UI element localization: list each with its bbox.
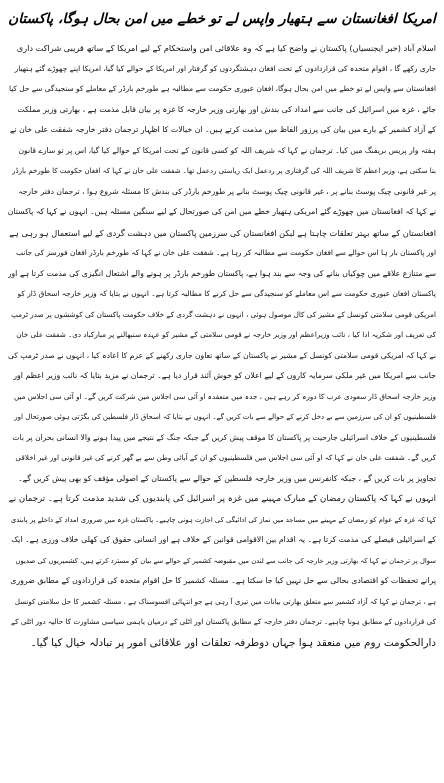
article-line: پر غیر قانونی چیک پوسٹ بنانے پر ، غیر قانونی چیک پوسٹ بنانے پر طورخم بارڈر کی بندش کا مسئلہ شروع ہوا ، ترجمان دفتر خارجہ xyxy=(18,186,436,196)
article-line: کریں گے۔ شفقت علی خان نے کہا کہ او آئی سی اجلاس میں فلسطینیوں کو ان کے آبائی وطن سے بے گھر کرنے کی غیر قانونی اور غیر اخلاقی xyxy=(15,453,436,462)
article-line: اسلام آباد (خبر ایجنسیاں) پاکستان نے واضح کیا ہے کہ وہ علاقائی امن واستحکام کے لیے امریکا کے ساتھ قریبی شراکت داری xyxy=(16,43,436,53)
article-line: پرانے تحفظات کو اقتصادی بحالی سے حل نہیں کیا جا سکتا ہے۔ مسئلہ کشمیر کا حل اقوام متحدہ کی قراردادوں کے مطابق ضروری xyxy=(10,576,436,585)
article-line: سے متنازع علاقے میں چوکیاں بنانے کی وجہ سے بند ہوا ہے، پاکستان طورخم بارڈر پر ہونے والے اشتعال انگیزی کی مذمت کرتا ہے اور xyxy=(8,268,436,278)
article-line: نے کہا کہ امریکی قومی سلامتی کونسل کے مشیر نے پاکستان کے ساتھ تعاون جاری رکھنے کے عزم کا اعادہ کیا ، انہوں نے صدر ٹرمپ کی xyxy=(8,350,436,360)
article-line: انہوں نے کہا کہ پاکستان رمضان کے مبارک مہینے میں غزہ پر اسرائیل کی پابندیوں کی شدید مذمت کرتا ہے۔ ترجمان نے xyxy=(8,494,436,504)
article-line: جاری رکھے گا ، اقوام متحدہ کی قراردادوں کے تحت افغان دہشتگردوں کو گرفتار اور امریکا کے حوالے کیا گیا، امریکا اپنے چھوڑے گئے ہتھیار xyxy=(14,63,436,73)
article-line: کی تعریف اور شکریہ ادا کیا ، نائب وزیراعظم اور وزیر خارجہ نے قومی سلامتی کے مشیر کو عہدہ سنبھالنے پر مبارکباد دی۔ شفقت علی خان xyxy=(16,330,436,339)
article-line: کے آزاد کشمیر کے بارے میں بیان کی پرزور الفاظ میں مذمت کرتے ہیں۔ ان خیالات کا اظہار ترجمان دفتر خارجہ شفقت علی خان نے xyxy=(9,125,436,134)
article-line: کی قراردادوں کے مطابق ہونا چاہیے۔ ترجمان دفتر خارجہ کے مطابق پاکستان اور اٹلی کے درمیان باہمی سیاسی مشاورت کا حالیہ دور اٹلی کے xyxy=(10,617,436,626)
article-headline: امریکا افغانستان سے ہتھیار واپس لے تو خطے میں امن بحال ہوگا، پاکستان xyxy=(8,11,436,27)
article-line: افغانستان سے واپس لے تو خطے میں امن بحال ہوگا، افغان عبوری حکومت سے مطالبہ ہے طورخم بارڈر کے معاملے کو سنجیدگی سے حل کیا xyxy=(8,84,436,93)
article-line: کے اسرائیلی فیصلے کی مذمت کرتا ہے۔ یہ اقدام بین الاقوامی قوانین کے خلاف ہے اور انسانی حقوق کی کھلی خلاف ورزی ہے۔ ایک xyxy=(11,535,436,544)
article-line: تجاویز پر بات کریں گے ، جبکہ کانفرنس میں وزیر خارجہ فلسطین کے حوالے سے پاکستان کے اصولی مؤقف کو بھی پیش کریں گے۔ xyxy=(18,473,436,483)
article-line: افغانستان کے ساتھ بہتر تعلقات چاہتا ہے لیکن افغانستان کی سرزمین پاکستان میں دہشت گردی کے لیے استعمال ہو رہی ہے xyxy=(9,227,436,238)
article-line: پاکستان افغان عبوری حکومت سے اس معاملے کو سنجیدگی سے حل کرنے کا مطالبہ کرتا ہے۔ انہوں نے بتایا کہ وزیر خارجہ اسحاق ڈار کو xyxy=(17,289,436,298)
article-line: نے کہا کہ افغانستان میں چھوڑے گئے امریکی ہتھیار خطے میں امن کی صورتحال کے لیے سنگین مسئلہ ہیں۔ انہوں نے کہا کہ پاکستان xyxy=(8,207,436,216)
article-line: فلسطینیوں کے خلاف اسرائیلی جارحیت پر پاکستان کا موقف پیش کریں گے جبکہ جنگ کے نتیجے میں پیدا ہونے والا انسانی بحران پر بات xyxy=(12,432,436,442)
article-line: فلسطینیوں کو ان کی سرزمین سے بے دخل کرنے کے حوالے سے بات کریں گے۔ انہوں نے بتایا کہ اسحاق ڈار فلسطین کی بگڑتی ہوئی صورتحال اور xyxy=(14,413,436,421)
article-body xyxy=(8,38,436,778)
article-line: امریکی قومی سلامتی کونسل کے مشیر کی کال موصول ہوئی ، انہوں نے دہشت گردی کے خلاف حکومت پاکستان کی کوششوں پر صدر ٹرمپ xyxy=(11,309,436,319)
article-line: جانب سے امریکا میں غیر ملکی سرمایہ کاروں کے لیے اعلان کو خوش آئند قرار دیا ہے۔ ترجمان نے مزید بتایا کہ نائب وزیر اعظم اور xyxy=(13,371,436,380)
article-line: بتا سکتی ہے، وزیر اعظم کا شریف اللہ کی گرفتاری پر ردعمل ایک ریاستی ردعمل تھا۔ شفقت علی خان نے کہا کہ افغان حکومت کا طورخم بارڈر xyxy=(12,167,436,175)
article-line: ہے ، ترجمان نے کہا کہ آزاد کشمیر سے متعلق بھارتی بیانات میں تیزی آ رہی ہے جو انتہائی افسوسناک ہے ، مسئلہ کشمیر کا حل سلامتی کونسل xyxy=(14,597,436,606)
article-line: جائے ، غزہ میں اسرائیل کی جانب سے امداد کی بندش اور بھارتی وزیر خارجہ کا غزہ پر بیان قابل مذمت ہے ، بھارتی وزیر مملکت xyxy=(17,104,436,114)
article-line: وزیر خارجہ اسحاق ڈار سعودی عرب کا دورہ کر رہے ہیں ، جدہ میں منعقدہ او آئی سی اجلاس میں شرکت کریں گے۔ او آئی سی اجلاس میں xyxy=(13,391,436,401)
article-line: ہفتہ وار پریس بریفنگ میں کیا۔ ترجمان نے کہا کہ شریف اللہ کو کسی قانون کے تحت امریکا کے حوالے کیا گیا، اس پر تو سارے قانون xyxy=(18,145,436,155)
article-line: سوال پر ترجمان نے کہا کہ بھارتی وزیر خارجہ کی جانب سے لندن میں مقبوضہ کشمیر کے حوالے سے بیان کو مسترد کرتے ہیں، کشمیریوں کی صدیوں xyxy=(15,556,436,565)
article-line: اور پاکستان بار ہا اس حوالے سے افغان حکومت سے مطالبہ کر رہا ہے۔ شفقت علی خان نے کہا کہ طورخم بارڈر افغان فورسز کی جانب xyxy=(15,248,436,257)
article-line: کہا کہ غزہ کے عوام کو رمضان کے مہینے میں مساجد میں نماز کی ادائیگی کی اجازت ہونی چاہیے۔ پاکستان غزہ میں ضروری امداد کے داخلے پر پابندی xyxy=(10,515,436,524)
article-line: دارالحکومت روم میں منعقد ہوا جہاں دوطرفہ تعلقات اور علاقائی امور پر تبادلہ خیال کیا گیا۔ xyxy=(30,636,436,649)
article-line xyxy=(8,653,436,674)
